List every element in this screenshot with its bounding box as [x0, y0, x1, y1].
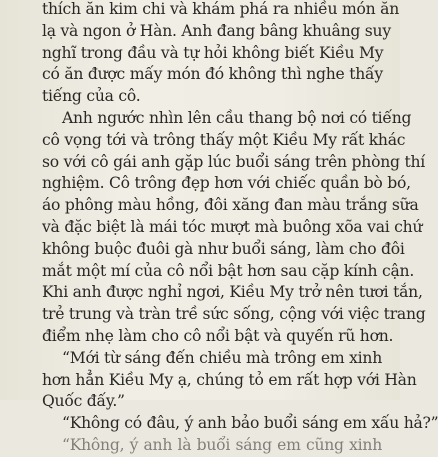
text-line: nghĩ trong đầu và tự hỏi không biết Kiều My — [42, 43, 384, 62]
text-line: so với cô gái anh gặp lúc buổi sáng trên phòng thí — [42, 152, 426, 171]
text-line: “Không có đâu, ý anh bảo buổi sáng em xấu hả?” — [62, 414, 438, 433]
text-line: không buộc đuôi gà như buổi sáng, làm cho đôi — [42, 239, 405, 258]
text-line: Quốc đấy.” — [42, 392, 125, 411]
text-line: Khi anh được nghỉ ngơi, Kiều My trở nên tươi tắn, — [42, 283, 423, 302]
text-line: tiếng của cô. — [42, 87, 141, 106]
text-line: cô vọng tới và trông thấy một Kiều My rất khác — [42, 130, 406, 149]
text-line: áo phông màu hồng, đôi xăng đan màu trắng sữa — [42, 196, 419, 215]
text-line: và đặc biệt là mái tóc mượt mà buông xõa vai chứ — [42, 217, 423, 236]
text-line: nghiệm. Cô trông đẹp hơn với chiếc quần bò bó, — [42, 174, 411, 193]
text-line: thích ăn kim chi và khám phá ra nhiều món ăn — [42, 0, 399, 18]
body-text — [42, 0, 438, 457]
text-line: mắt một mí của cô nổi bật hơn sau cặp kính cận. — [42, 261, 415, 280]
text-line: trẻ trung và tràn trề sức sống, cộng với việc trang — [42, 305, 426, 324]
text-line: “Không, ý anh là buổi sáng em cũng xinh — [62, 435, 382, 454]
text-line: có ăn được mấy món đó không thì nghe thấy — [42, 65, 383, 84]
text-line: Anh ngước nhìn lên cầu thang bộ nơi có tiếng — [62, 108, 412, 127]
text-line: hơn hẳn Kiều My ạ, chúng tỏ em rất hợp với Hàn — [42, 370, 417, 389]
text-line: điểm nhẹ làm cho cô nổi bật và quyến rũ hơn. — [42, 326, 394, 345]
text-line: lạ và ngon ở Hàn. Anh đang bâng khuâng suy — [42, 21, 391, 40]
text-line: “Mới từ sáng đến chiều mà trông em xinh — [62, 348, 382, 367]
